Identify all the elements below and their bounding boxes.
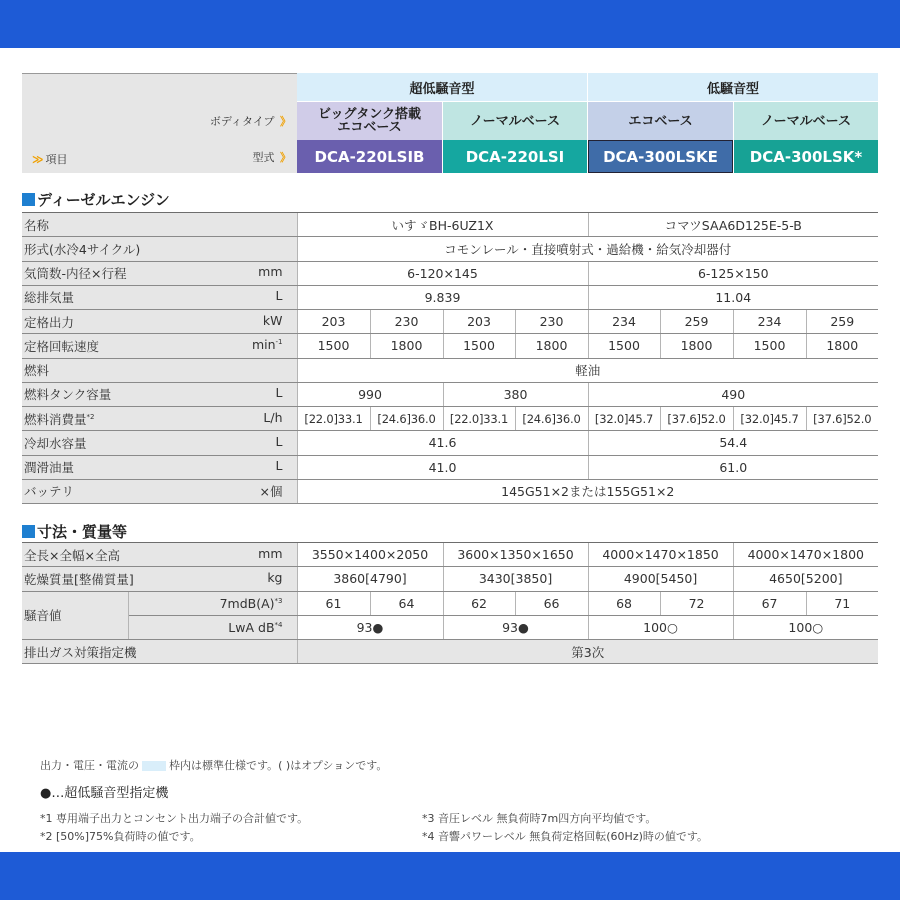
table-row	[22, 615, 878, 639]
footnote-4: *4 音響パワーレベル 無負荷定格回転(60Hz)時の値です。	[422, 830, 709, 843]
chevron-icon: 》	[280, 115, 291, 128]
table-row	[22, 334, 878, 358]
row-label: 燃料タンク容量 L	[22, 382, 297, 406]
chevron-icon: 》	[280, 151, 291, 164]
table-cell: 100○	[588, 615, 733, 639]
table-cell: 3860[4790]	[297, 567, 443, 591]
table-row	[22, 407, 878, 431]
table-cell: 54.4	[588, 431, 878, 455]
row-unit: $7mdB(A)^{*3}$	[128, 591, 297, 615]
table-cell: 6-125×150	[588, 261, 878, 285]
row-unit: LwA $dB^{*4}$	[128, 615, 297, 639]
item-label: ≫ 項目	[32, 153, 68, 166]
table-cell: 145G51×2または155G51×2	[297, 479, 878, 503]
table-cell: 490	[588, 382, 878, 406]
table-cell: 1500	[443, 334, 515, 358]
table-row	[22, 640, 878, 664]
model-4: DCA-300LSK*	[734, 140, 878, 173]
table-cell: [22.0]33.1	[443, 407, 515, 431]
table-cell: 1500	[297, 334, 370, 358]
table-cell: 4900[5450]	[588, 567, 733, 591]
table-cell: 1800	[806, 334, 878, 358]
table-cell: コモンレール・直接噴射式・過給機・給気冷却器付	[297, 237, 878, 261]
table-row	[22, 543, 878, 567]
table-cell: 軽油	[297, 358, 878, 382]
body-type-3: エコベース	[588, 102, 733, 140]
table-cell: 93●	[443, 615, 588, 639]
table-cell: 230	[515, 310, 588, 334]
table-cell: 380	[443, 382, 588, 406]
table-cell: 100○	[733, 615, 878, 639]
row-label: 燃料消費量$^{*2}$ L/h	[22, 407, 297, 431]
table-row	[22, 261, 878, 285]
table-cell: [32.0]45.7	[733, 407, 806, 431]
section-title-engine: ディーゼルエンジン	[22, 189, 170, 210]
row-label: 冷却水容量 L	[22, 431, 297, 455]
table-cell: 61.0	[588, 455, 878, 479]
table-cell: 259	[660, 310, 733, 334]
table-cell: 第3次	[297, 640, 878, 664]
row-label: 騒音値	[22, 591, 128, 640]
table-cell: 234	[588, 310, 660, 334]
table-cell: コマツSAA6D125E-5-B	[588, 213, 878, 237]
table-cell: [22.0]33.1	[297, 407, 370, 431]
table-cell: 1500	[588, 334, 660, 358]
table-cell: 68	[588, 591, 660, 615]
row-label: 燃料	[22, 358, 297, 382]
table-cell: 67	[733, 591, 806, 615]
table-cell: 61	[297, 591, 370, 615]
model-1: DCA-220LSIB	[297, 140, 442, 173]
table-cell: 259	[806, 310, 878, 334]
table-cell: [37.6]52.0	[660, 407, 733, 431]
table-row	[22, 382, 878, 406]
section-marker-icon	[22, 525, 35, 538]
footnote-1: *1 専用端子出力とコンセント出力端子の合計値です。	[40, 812, 309, 825]
table-cell: 1800	[660, 334, 733, 358]
row-label: 乾燥質量[整備質量] kg	[22, 567, 297, 591]
table-cell: いすゞBH-6UZ1X	[297, 213, 588, 237]
table-cell: 71	[806, 591, 878, 615]
footnote-2: *2 [50%]75%負荷時の値です。	[40, 830, 201, 843]
table-cell: 3550×1400×2050	[297, 543, 443, 567]
table-cell: 4000×1470×1800	[733, 543, 878, 567]
table-row	[22, 431, 878, 455]
row-label: 定格出力 kW	[22, 310, 297, 334]
chevron-down-icon: ≫	[32, 153, 44, 166]
row-label: バッテリ ×個	[22, 479, 297, 503]
body-type-1: ビッグタンク搭載 エコベース	[297, 102, 442, 140]
table-cell: [24.6]36.0	[370, 407, 443, 431]
table-cell: 62	[443, 591, 515, 615]
table-cell: [24.6]36.0	[515, 407, 588, 431]
table-cell: 203	[297, 310, 370, 334]
body-type-2: ノーマルベース	[443, 102, 587, 140]
table-row	[22, 455, 878, 479]
table-cell: 3430[3850]	[443, 567, 588, 591]
engine-table	[22, 212, 878, 504]
table-cell: 64	[370, 591, 443, 615]
table-row	[22, 237, 878, 261]
table-cell: 6-120×145	[297, 261, 588, 285]
table-row	[22, 591, 878, 615]
table-cell: 93●	[297, 615, 443, 639]
body-type-label: ボディタイプ 》	[209, 115, 291, 128]
section-marker-icon	[22, 193, 35, 206]
legend-ultra-low-noise: ●…超低騒音型指定機	[40, 786, 169, 801]
row-label: 総排気量 L	[22, 285, 297, 309]
group-ultra-low-noise: 超低騒音型	[297, 73, 587, 102]
row-label: 気筒数-内径×行程 mm	[22, 261, 297, 285]
model-label: 型式 》	[252, 151, 291, 164]
row-label: 定格回転速度 $\min^{-1}$	[22, 334, 297, 358]
table-cell: 1800	[515, 334, 588, 358]
table-cell: 1800	[370, 334, 443, 358]
group-low-noise: 低騒音型	[588, 73, 878, 102]
table-cell: [32.0]45.7	[588, 407, 660, 431]
row-label: 潤滑油量 L	[22, 455, 297, 479]
footnote-3: *3 音圧レベル 無負荷時7m四方向平均値です。	[422, 812, 657, 825]
table-row	[22, 310, 878, 334]
body-type-4: ノーマルベース	[734, 102, 878, 140]
row-label: 排出ガス対策指定機	[22, 640, 297, 664]
table-cell: 41.0	[297, 455, 588, 479]
row-label: 全長×全幅×全高 mm	[22, 543, 297, 567]
table-cell: 66	[515, 591, 588, 615]
section-title-dimensions: 寸法・質量等	[22, 521, 127, 542]
header-label-cell	[22, 73, 297, 173]
row-label: 名称	[22, 213, 297, 237]
table-row	[22, 479, 878, 503]
table-cell: 72	[660, 591, 733, 615]
top-banner	[0, 0, 900, 48]
table-row	[22, 358, 878, 382]
bottom-banner	[0, 852, 900, 900]
table-cell: 1500	[733, 334, 806, 358]
table-cell: 4000×1470×1850	[588, 543, 733, 567]
table-cell: 11.04	[588, 285, 878, 309]
table-row	[22, 213, 878, 237]
dimensions-table	[22, 542, 878, 664]
table-cell: 9.839	[297, 285, 588, 309]
model-2: DCA-220LSI	[443, 140, 587, 173]
table-row	[22, 567, 878, 591]
table-cell: 41.6	[297, 431, 588, 455]
table-cell: 234	[733, 310, 806, 334]
table-cell: 990	[297, 382, 443, 406]
model-3: DCA-300LSKE	[588, 140, 733, 173]
table-cell: 203	[443, 310, 515, 334]
spec-header	[22, 73, 878, 173]
table-cell: [37.6]52.0	[806, 407, 878, 431]
table-cell: 230	[370, 310, 443, 334]
note-standard-spec: 出力・電圧・電流の 枠内は標準仕様です。( )はオプションです。	[40, 759, 388, 772]
row-label: 形式(水冷4サイクル)	[22, 237, 297, 261]
table-cell: 3600×1350×1650	[443, 543, 588, 567]
table-cell: 4650[5200]	[733, 567, 878, 591]
standard-spec-swatch	[142, 761, 166, 771]
table-row	[22, 285, 878, 309]
